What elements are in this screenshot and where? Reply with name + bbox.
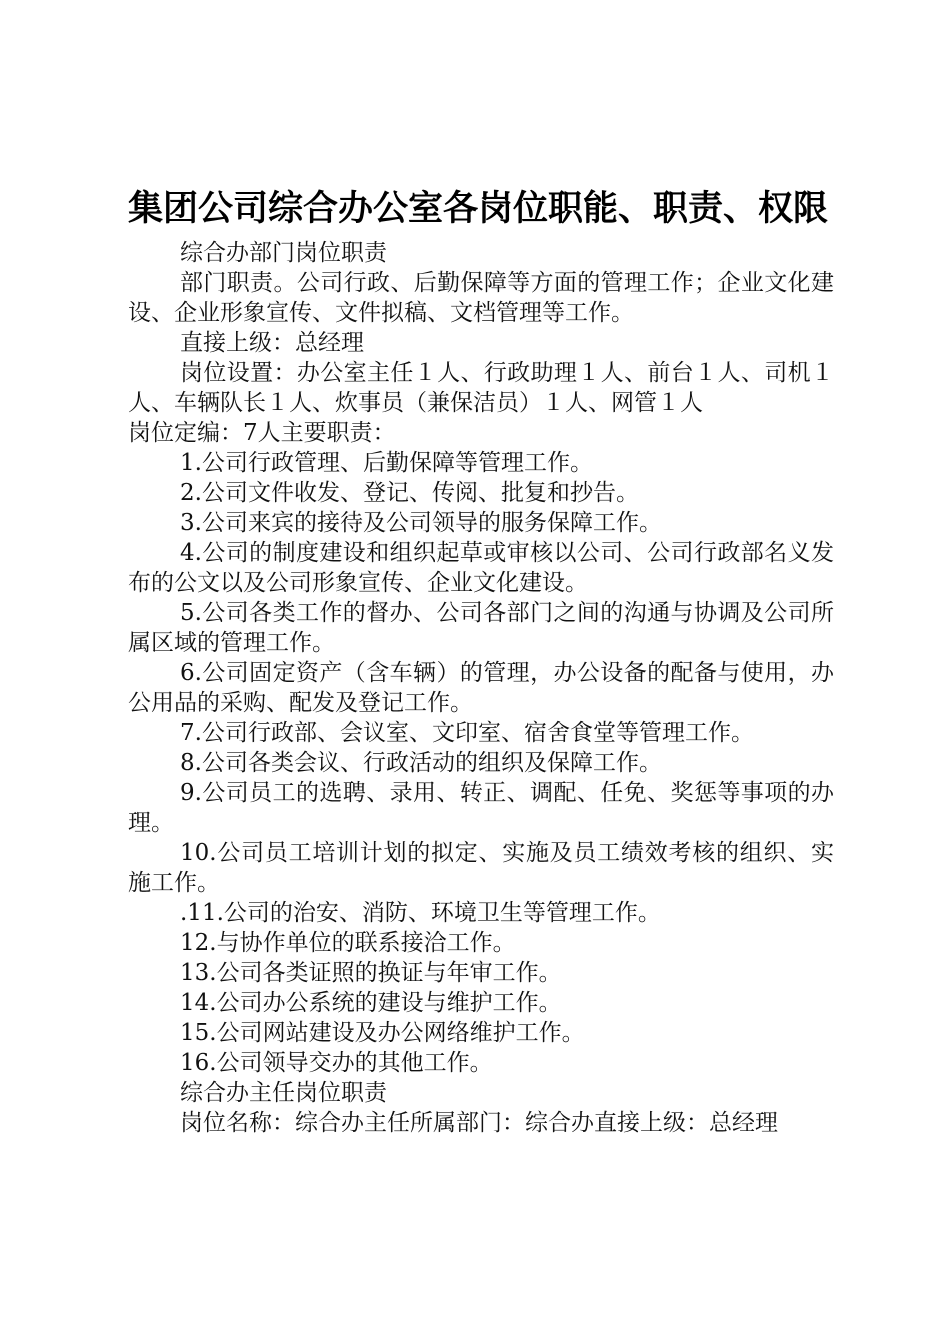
list-item: 14.公司办公系统的建设与维护工作。 <box>180 990 562 1016</box>
list-item: 16.公司领导交办的其他工作。 <box>180 1050 493 1076</box>
paragraph: 直接上级：总经理 <box>180 330 364 356</box>
paragraph: 岗位名称：综合办主任所属部门：综合办直接上级：总经理 <box>180 1110 778 1136</box>
document-page <box>128 180 834 1138</box>
list-item: 12.与协作单位的联系接洽工作。 <box>180 930 516 956</box>
list-item: 6.公司固定资产（含车辆）的管理，办公设备的配备与使用，办公用品的采购、配发及登记工作。 <box>128 660 834 716</box>
list-item: 8.公司各类会议、行政活动的组织及保障工作。 <box>180 750 662 776</box>
list-item: 9.公司员工的选聘、录用、转正、调配、任免、奖惩等事项的办理。 <box>128 780 834 836</box>
section-heading: 综合办部门岗位职责 <box>180 240 387 266</box>
list-item: 10.公司员工培训计划的拟定、实施及员工绩效考核的组织、实施工作。 <box>128 840 834 896</box>
list-item: 15.公司网站建设及办公网络维护工作。 <box>180 1020 585 1046</box>
list-item: 7.公司行政部、会议室、文印室、宿舍食堂等管理工作。 <box>180 720 754 746</box>
document-title: 集团公司综合办公室各岗位职能、职责、权限 <box>128 189 829 229</box>
list-item: 5.公司各类工作的督办、公司各部门之间的沟通与协调及公司所属区域的管理工作。 <box>128 600 834 656</box>
list-item: 13.公司各类证照的换证与年审工作。 <box>180 960 562 986</box>
paragraph: 部门职责。公司行政、后勤保障等方面的管理工作；企业文化建设、企业形象宣传、文件拟稿、文档管理等工作。 <box>128 270 834 326</box>
paragraph: 岗位设置：办公室主任１人、行政助理１人、前台１人、司机１人、车辆队长１人、炊事员（兼保洁员）１人、网管１人 <box>128 360 834 416</box>
list-item: .11.公司的治安、消防、环境卫生等管理工作。 <box>180 900 661 926</box>
paragraph: 岗位定编：7人主要职责： <box>128 420 396 446</box>
list-item: 1.公司行政管理、后勤保障等管理工作。 <box>180 450 593 476</box>
list-item: 4.公司的制度建设和组织起草或审核以公司、公司行政部名义发布的公文以及公司形象宣传、企业文化建设。 <box>128 540 834 596</box>
list-item: 2.公司文件收发、登记、传阅、批复和抄告。 <box>180 480 639 506</box>
list-item: 3.公司来宾的接待及公司领导的服务保障工作。 <box>180 510 662 536</box>
section-heading: 综合办主任岗位职责 <box>180 1080 387 1106</box>
